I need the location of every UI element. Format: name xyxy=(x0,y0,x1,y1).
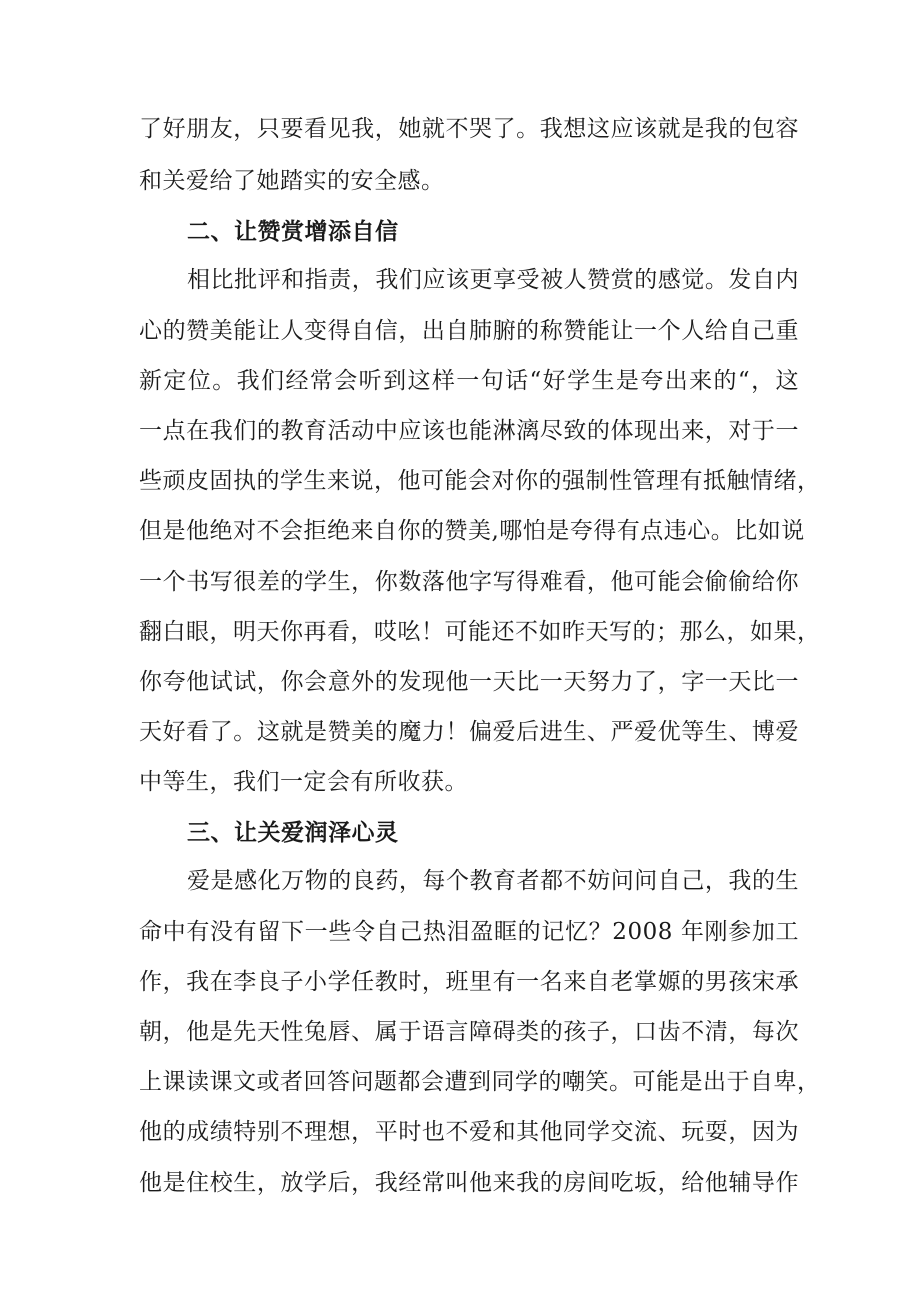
paragraph-line: 一个书写很差的学生，你数落他字写得难看，他可能会偷偷给你 xyxy=(139,569,799,595)
paragraph-line: 中等生，我们一定会有所收获。 xyxy=(139,769,468,795)
paragraph-line: 心的赞美能让人变得自信，出自肺腑的称赞能让一个人给自己重 xyxy=(139,318,799,344)
paragraph-line: 上课读课文或者回答问题都会遭到同学的嘲笑。可能是出于自卑， xyxy=(139,1069,821,1095)
paragraph-line: 了好朋友，只要看见我，她就不哭了。我想这应该就是我的包容 xyxy=(139,116,799,142)
paragraph-line: 作，我在李良子小学任教时，班里有一名来自老掌嫄的男孩宋承 xyxy=(139,969,799,995)
paragraph-line: 命中有没有留下一些令自己热泪盈眶的记忆？2008 年刚参加工 xyxy=(139,919,799,945)
section-heading-2: 二、让赞赏增添自信 xyxy=(187,219,399,245)
paragraph-line: 但是他绝对不会拒绝来自你的赞美,哪怕是夸得有点违心。比如说 xyxy=(139,518,805,544)
paragraph-line: 新定位。我们经常会听到这样一句话“好学生是夸出来的“，这 xyxy=(139,368,799,394)
paragraph-line: 朝，他是先天性兔唇、属于语言障碍类的孩子，口齿不清，每次 xyxy=(139,1019,799,1045)
section-heading-3: 三、让关爱润泽心灵 xyxy=(187,820,399,846)
paragraph-line: 爱是感化万物的良药，每个教育者都不妨问问自己，我的生 xyxy=(187,868,799,894)
paragraph-line: 你夸他试试，你会意外的发现他一天比一天努力了，字一天比一 xyxy=(139,669,799,695)
paragraph-line: 天好看了。这就是赞美的魔力！偏爱后进生、严爱优等生、博爱 xyxy=(139,719,799,745)
paragraph-line: 他是住校生，放学后，我经常叫他来我的房间吃坂，给他辅导作 xyxy=(139,1170,799,1196)
paragraph-line: 和关爱给了她踏实的安全感。 xyxy=(139,168,445,194)
paragraph-line: 相比批评和指责，我们应该更享受被人赞赏的感觉。发自内 xyxy=(187,267,799,293)
paragraph-line: 翻白眼，明天你再看，哎吆！可能还不如昨天写的；那么，如果， xyxy=(139,619,821,645)
paragraph-line: 一点在我们的教育活动中应该也能淋漓尽致的体现出来，对于一 xyxy=(139,418,799,444)
paragraph-line: 些顽皮固执的学生来说，他可能会对你的强制性管理有抵触情绪， xyxy=(139,468,821,494)
paragraph-line: 他的成绩特别不理想，平时也不爱和其他同学交流、玩耍，因为 xyxy=(139,1119,799,1145)
